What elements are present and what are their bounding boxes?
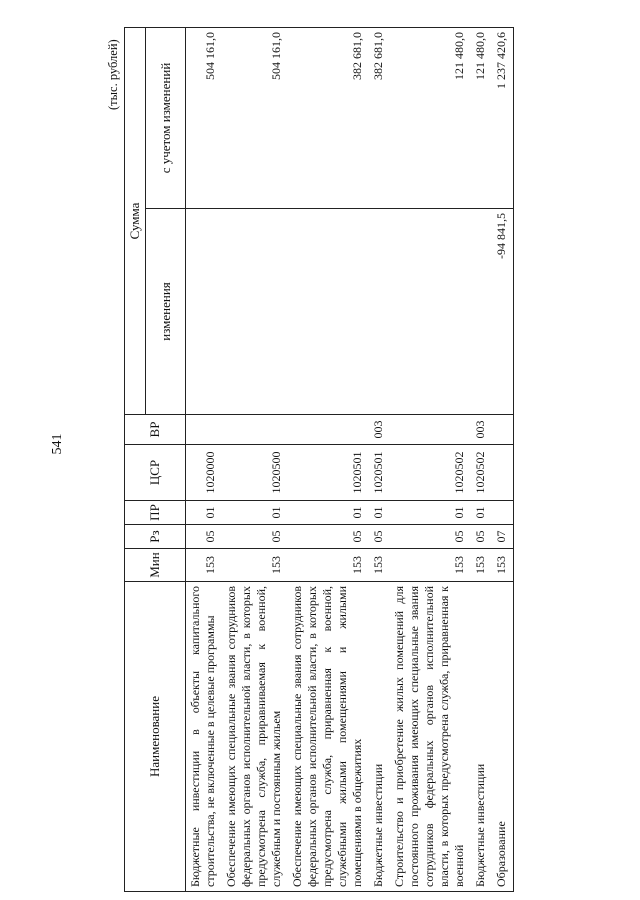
row-vr: 003 xyxy=(369,415,390,445)
row-csr: 1020502 xyxy=(471,445,492,501)
row-name: Образование xyxy=(492,582,514,892)
row-name: Строительство и приобретение жилых помещений для постоянного проживания имеющих специальные звания сотрудников федеральных органов исполнительной власти, в которых предусмотрена служба, приравненная к военной xyxy=(390,582,471,892)
row-name: Бюджетные инвестиции xyxy=(471,582,492,892)
row-rz: 05 xyxy=(471,525,492,549)
header-min: Мин xyxy=(125,549,186,582)
row-pr: 01 xyxy=(186,501,223,525)
row-csr: 1020500 xyxy=(222,445,288,501)
row-csr: 1020000 xyxy=(186,445,223,501)
header-changes: изменения xyxy=(146,209,186,415)
table-body xyxy=(186,28,514,892)
row-rz: 05 xyxy=(288,525,369,549)
row-min: 153 xyxy=(390,549,471,582)
row-name: Обеспечение имеющих специальные звания сотрудников федеральных органов исполнительной власти, в которых предусмотрена служба, приравненная к военной, служебными жилыми помещениями и жилыми помещениями в общежитиях xyxy=(288,582,369,892)
row-pr: 01 xyxy=(369,501,390,525)
row-pr: 01 xyxy=(288,501,369,525)
header-rz: Рз xyxy=(125,525,186,549)
row-vr: 003 xyxy=(471,415,492,445)
row-pr: 01 xyxy=(471,501,492,525)
row-name: Бюджетные инвестиции в объекты капитального строительства, не включенные в целевые программы xyxy=(186,582,223,892)
row-with-changes: 504 161,0 xyxy=(222,28,288,209)
row-csr xyxy=(492,445,514,501)
table-row xyxy=(186,28,223,892)
row-rz: 05 xyxy=(390,525,471,549)
row-changes xyxy=(471,209,492,415)
table-row xyxy=(288,28,369,892)
row-csr: 1020501 xyxy=(288,445,369,501)
header-csr: ЦСР xyxy=(125,445,186,501)
table-row xyxy=(369,28,390,892)
row-changes xyxy=(222,209,288,415)
row-with-changes: 382 681,0 xyxy=(369,28,390,209)
row-vr xyxy=(492,415,514,445)
table-row xyxy=(471,28,492,892)
row-changes xyxy=(186,209,223,415)
row-vr xyxy=(186,415,223,445)
row-rz: 05 xyxy=(222,525,288,549)
row-with-changes: 1 237 420,6 xyxy=(492,28,514,209)
row-min: 153 xyxy=(492,549,514,582)
row-changes xyxy=(288,209,369,415)
header-vr: ВР xyxy=(125,415,186,445)
row-min: 153 xyxy=(288,549,369,582)
header-with-changes: с учетом изменений xyxy=(146,28,186,209)
row-pr: 01 xyxy=(390,501,471,525)
row-changes xyxy=(390,209,471,415)
row-min: 153 xyxy=(186,549,223,582)
table-row xyxy=(222,28,288,892)
row-name: Обеспечение имеющих специальные звания сотрудников федеральных органов исполнительной власти, в которых предусмотрена служба, приравниваемая к военной, служебным и постоянным жильем xyxy=(222,582,288,892)
table-row xyxy=(492,28,514,892)
row-rz: 07 xyxy=(492,525,514,549)
row-with-changes: 504 161,0 xyxy=(186,28,223,209)
row-vr xyxy=(222,415,288,445)
row-min: 153 xyxy=(222,549,288,582)
header-sum: Сумма xyxy=(125,28,146,415)
table-row xyxy=(390,28,471,892)
row-csr: 1020501 xyxy=(369,445,390,501)
row-changes: -94 841,5 xyxy=(492,209,514,415)
row-rz: 05 xyxy=(186,525,223,549)
budget-table xyxy=(124,27,514,892)
page-number: 541 xyxy=(50,433,65,455)
header-pr: ПР xyxy=(125,501,186,525)
row-with-changes: 121 480,0 xyxy=(390,28,471,209)
units-label: (тыс. рублей) xyxy=(106,39,120,110)
row-with-changes: 121 480,0 xyxy=(471,28,492,209)
row-name: Бюджетные инвестиции xyxy=(369,582,390,892)
row-with-changes: 382 681,0 xyxy=(288,28,369,209)
row-pr: 01 xyxy=(222,501,288,525)
row-vr xyxy=(288,415,369,445)
row-changes xyxy=(369,209,390,415)
header-name: Наименование xyxy=(125,582,186,892)
row-vr xyxy=(390,415,471,445)
row-rz: 05 xyxy=(369,525,390,549)
row-min: 153 xyxy=(471,549,492,582)
row-min: 153 xyxy=(369,549,390,582)
row-pr xyxy=(492,501,514,525)
row-csr: 1020502 xyxy=(390,445,471,501)
